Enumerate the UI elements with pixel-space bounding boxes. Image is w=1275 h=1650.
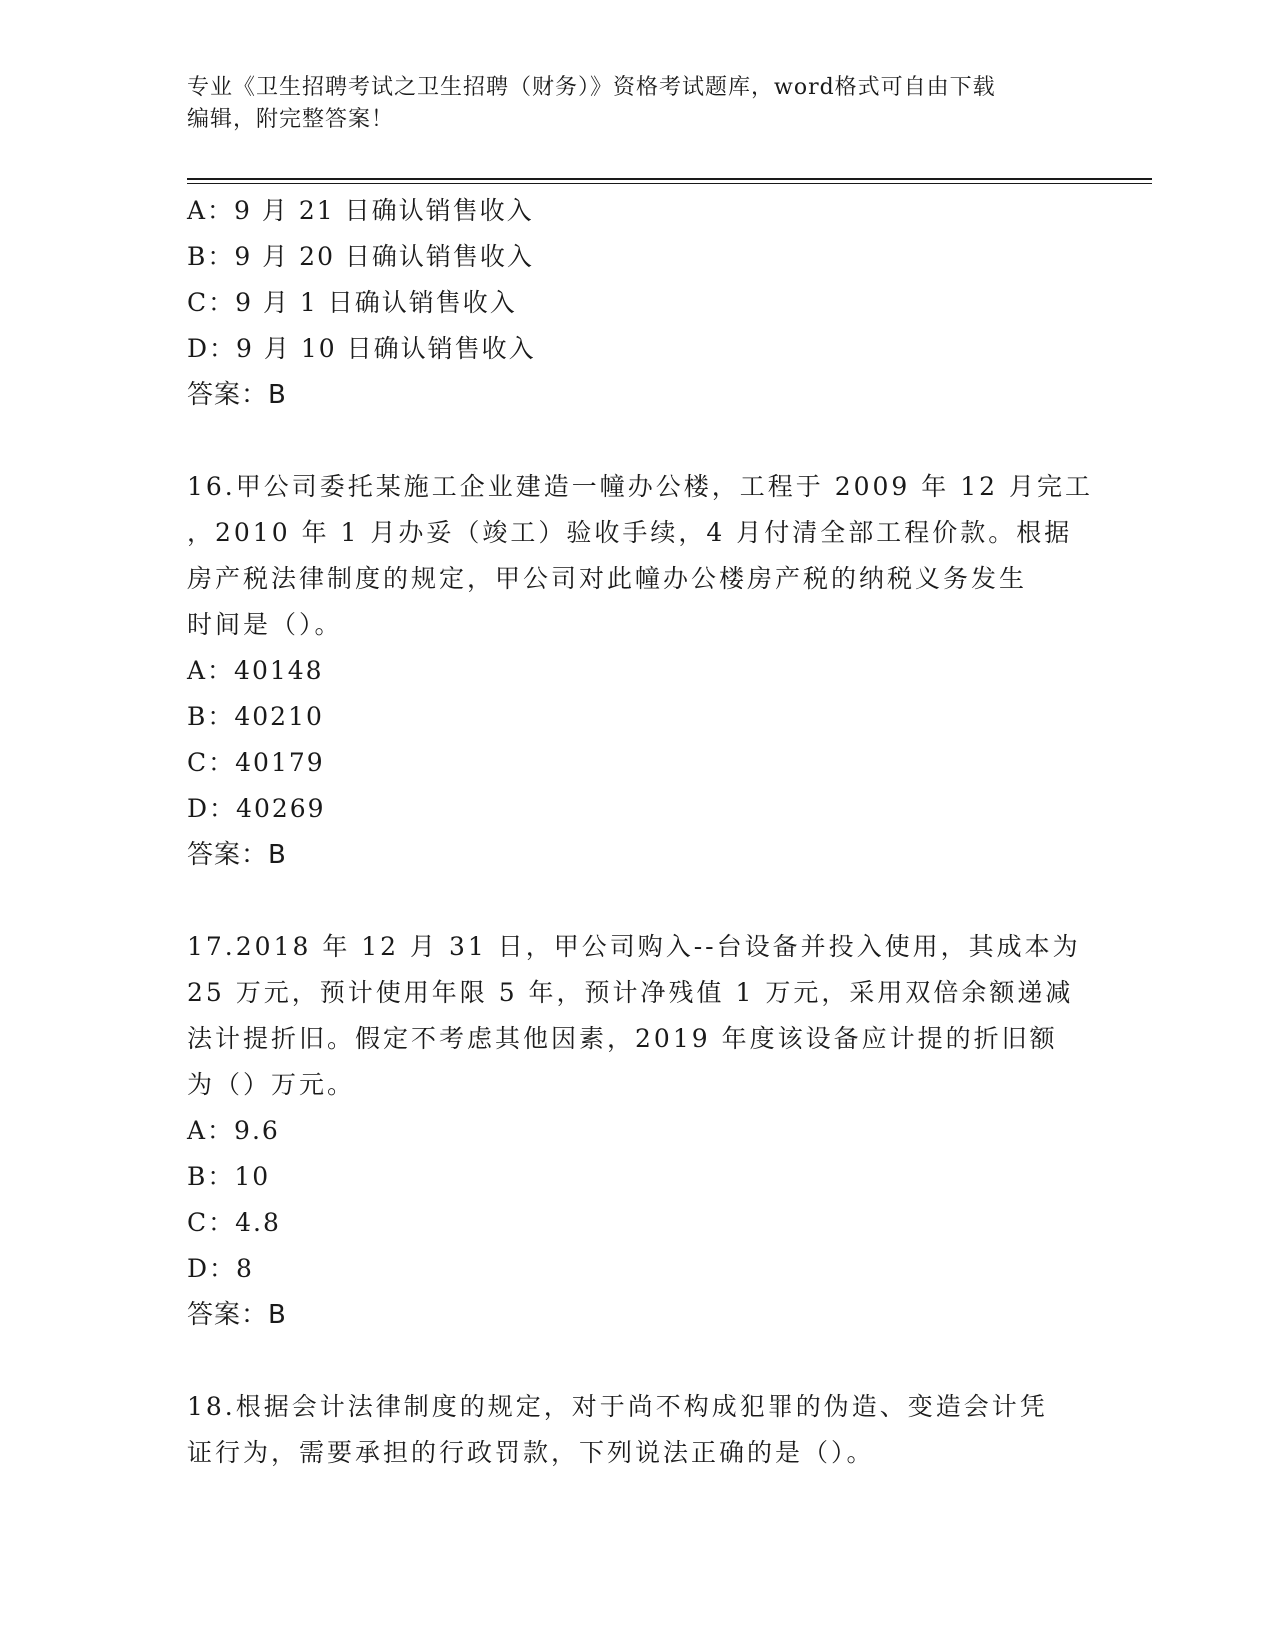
question-17 bbox=[187, 924, 1087, 1338]
spacer bbox=[187, 878, 1087, 924]
header-line-2: 编辑，附完整答案！ bbox=[187, 107, 395, 132]
option-b: B：10 bbox=[187, 1162, 271, 1191]
option-a: A：40148 bbox=[187, 656, 324, 685]
answer-line: 答案：B bbox=[187, 1300, 287, 1330]
document-header bbox=[187, 72, 1077, 136]
question-text-line: 16.甲公司委托某施工企业建造一幢办公楼，工程于 2009 年 12 月完工 bbox=[187, 472, 1093, 501]
question-list bbox=[187, 188, 1093, 1476]
option-c: C：40179 bbox=[187, 748, 325, 777]
option-b: B：9 月 20 日确认销售收入 bbox=[187, 242, 534, 271]
question-text-line: 法计提折旧。假定不考虑其他因素，2019 年度该设备应计提的折旧额 bbox=[187, 1024, 1058, 1053]
option-b: B：40210 bbox=[187, 702, 324, 731]
question-text-line: 时间是（）。 bbox=[187, 610, 343, 639]
option-a: A：9.6 bbox=[187, 1116, 280, 1145]
option-c: C：9 月 1 日确认销售收入 bbox=[187, 288, 517, 317]
header-line-1: 专业《卫生招聘考试之卫生招聘（财务）》资格考试题库，word格式可自由下载 bbox=[187, 75, 996, 100]
question-16 bbox=[187, 464, 1093, 878]
option-a: A：9 月 21 日确认销售收入 bbox=[187, 196, 534, 225]
question-15 bbox=[187, 188, 1087, 418]
option-d: D：40269 bbox=[187, 794, 326, 823]
option-d: D：9 月 10 日确认销售收入 bbox=[187, 334, 536, 363]
answer-line: 答案：B bbox=[187, 840, 287, 870]
question-text-line: 为（）万元。 bbox=[187, 1070, 356, 1099]
question-text-line: 18.根据会计法律制度的规定，对于尚不构成犯罪的伪造、变造会计凭 bbox=[187, 1392, 1048, 1421]
question-text-line: 房产税法律制度的规定，甲公司对此幢办公楼房产税的纳税义务发生 bbox=[187, 564, 1028, 593]
header-divider-thin bbox=[187, 183, 1152, 184]
question-18 bbox=[187, 1384, 1087, 1476]
question-text-line: 证行为，需要承担的行政罚款，下列说法正确的是（）。 bbox=[187, 1438, 875, 1467]
question-text bbox=[187, 464, 1093, 648]
answer-line: 答案：B bbox=[187, 380, 287, 410]
question-text bbox=[187, 1384, 1067, 1476]
spacer bbox=[187, 418, 1087, 464]
option-c: C：4.8 bbox=[187, 1208, 281, 1237]
question-text-line: 17.2018 年 12 月 31 日，甲公司购入--台设备并投入使用，其成本为 bbox=[187, 932, 1081, 961]
spacer bbox=[187, 1338, 1087, 1384]
option-d: D：8 bbox=[187, 1254, 254, 1283]
question-text bbox=[187, 924, 1081, 1108]
question-text-line: 25 万元，预计使用年限 5 年，预计净残值 1 万元，采用双倍余额递减 bbox=[187, 978, 1074, 1007]
header-divider-thick bbox=[187, 178, 1152, 180]
question-text-line: ，2010 年 1 月办妥（竣工）验收手续，4 月付清全部工程价款。根据 bbox=[187, 518, 1073, 547]
